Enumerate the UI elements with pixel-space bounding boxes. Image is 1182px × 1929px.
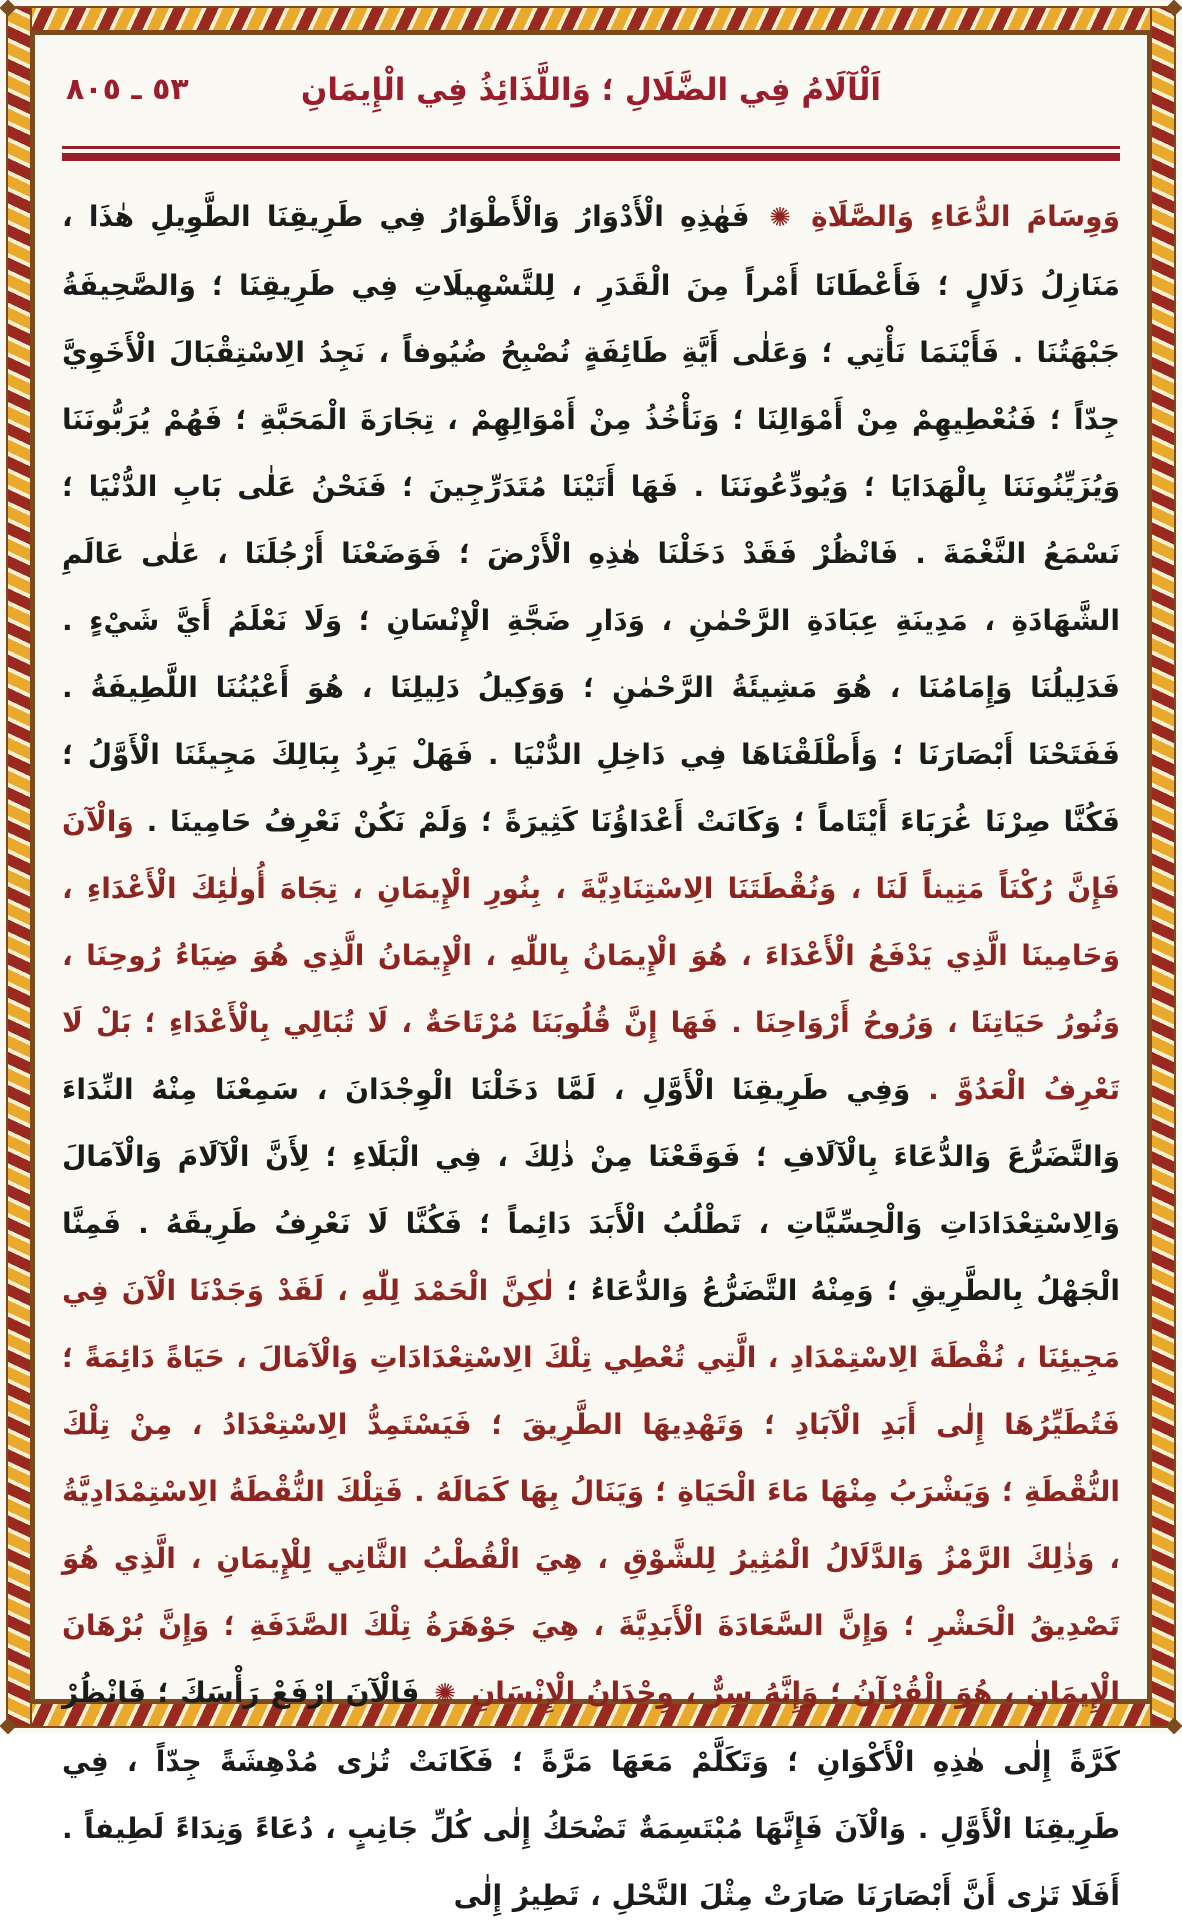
- page-header: [62, 58, 1120, 136]
- frame-border-right: [1150, 6, 1176, 1728]
- header-divider-thick-line: [62, 153, 1120, 161]
- text-segment-black: فَالْآنَ ارْفَعْ رَأْسَكَ ؛ فَانْظُرْ كَرَّةً إِلٰى هٰذِهِ الْأَكْوَانِ ؛ وَتَكَلَّمْ مَعَهَا مَرَّةً ؛ فَكَانَتْ تُرٰى مُدْهِشَةً جِدّاً ، فِي طَرِيقِنَا الْأَوَّلِ . وَالْآنَ فَإِنَّهَا مُبْتَسِمَةٌ تَضْحَكُ إِلٰى كُلِّ جَانِبٍ ، دُعَاءً وَنِدَاءً لَطِيفاً . أَفَلَا تَرٰى أَنَّ أَبْصَارَنَا صَارَتْ مِثْلَ النَّحْلِ ، تَطِيرُ إِلٰى: [62, 1676, 1120, 1912]
- page-content: [62, 58, 1121, 1912]
- header-divider-thin-line: [62, 146, 1120, 149]
- frame-border-top: [6, 6, 1176, 32]
- body-paragraph: [62, 183, 1120, 1929]
- header-divider: [62, 146, 1120, 161]
- text-segment-red: وَالْآنَ فَإِنَّ رُكْنَاً مَتِيناً لَنَا ، وَنُقْطَتَنَا الِاسْتِنَادِيَّةَ ، بِنُورِ الْإِيمَانِ ، تِجَاهَ أُولٰئِكَ الْأَعْدَاءِ ، وَحَامِينَا الَّذِي يَدْفَعُ الْأَعْدَاءَ ، هُوَ الْإِيمَانُ بِاللّٰهِ ، الْإِيمَانُ الَّذِي هُوَ ضِيَاءُ رُوحِنَا ، وَنُورُ حَيَاتِنَا ، وَرُوحُ أَرْوَاحِنَا . فَهَا إِنَّ قُلُوبَنَا مُرْتَاحَةٌ ، لَا تُبَالِي بِالْأَعْدَاءِ ؛ بَلْ لَا تَعْرِفُ الْعَدُوَّ .: [62, 805, 1121, 1106]
- text-segment-red: لٰكِنَّ الْحَمْدَ لِلّٰهِ ، لَقَدْ وَجَدْنَا الْآنَ فِي مَجِيئِنَا ، نُقْطَةَ الِاسْتِمْدَادِ ، الَّتِي تُعْطِي تِلْكَ الِاسْتِعْدَادَاتِ وَالْآمَالَ ، حَيَاةً دَائِمَةً ؛ فَتُطَيِّرُهَا إِلٰى أَبَدِ الْآبَادِ ؛ وَتَهْدِيهَا الطَّرِيقَ ؛ فَيَسْتَمِدُّ الِاسْتِعْدَادُ ، مِنْ تِلْكَ النُّقْطَةِ ؛ وَيَشْرَبُ مِنْهَا مَاءَ الْحَيَاةِ ؛ وَيَنَالُ بِهَا كَمَالَهُ . فَتِلْكَ النُّقْطَةُ الِاسْتِمْدَادِيَّةُ ، وَذٰلِكَ الرَّمْزُ وَالدَّلَالُ الْمُثِيرُ لِلشَّوْقِ ، هِيَ الْقُطْبُ الثَّانِي لِلْإِيمَانِ ، الَّذِي هُوَ تَصْدِيقُ الْحَشْرِ ؛ وَإِنَّ السَّعَادَةَ الْأَبَدِيَّةَ ، هِيَ جَوْهَرَةُ تِلْكَ الصَّدَفَةِ ؛ وَإِنَّ بُرْهَانَ الْإِيمَانِ ، هُوَ الْقُرْآنُ ؛ وَإِنَّهُ سِرٌّ ، وِجْدَانُ الْإِنْسَانِ: [62, 1274, 1121, 1709]
- rosette-icon: ✺: [423, 1679, 456, 1709]
- page-number: ٥٣ ـ ٨٠٥: [66, 72, 189, 107]
- text-segment-black: فَهٰذِهِ الْأَدْوَارُ وَالْأَطْوَارُ فِي طَرِيقِنَا الطَّوِيلِ هٰذَا ، مَنَازِلُ دَلَالٍ ؛ فَأَعْطَانَا أَمْراً مِنَ الْقَدَرِ ، لِلتَّسْهِيلَاتِ فِي طَرِيقِنَا ؛ وَالصَّحِيفَةُ جَبْهَتُنَا . فَأَيْنَمَا نَأْتِي ؛ وَعَلٰى أَيَّةِ طَائِفَةٍ نُصْبِحُ ضُيُوفاً ، نَجِدُ الِاسْتِقْبَالَ الْأَخَوِيَّ جِدّاً ؛ فَنُعْطِيهِمْ مِنْ أَمْوَالِنَا ؛ وَنَأْخُذُ مِنْ أَمْوَالِهِمْ ، تِجَارَةَ الْمَحَبَّةِ ؛ فَهُمْ يُرَبُّونَنَا وَيُزَيِّنُونَنَا بِالْهَدَايَا ؛ وَيُودِّعُونَنَا . فَهَا أَتَيْنَا مُتَدَرِّجِينَ ؛ فَنَحْنُ عَلٰى بَابِ الدُّنْيَا ؛ نَسْمَعُ النَّغْمَةَ . فَانْظُرْ فَقَدْ دَخَلْنَا هٰذِهِ الْأَرْضَ ؛ فَوَضَعْنَا أَرْجُلَنَا ، عَلٰى عَالَمِ الشَّهَادَةِ ، مَدِينَةِ عِبَادَةِ الرَّحْمٰنِ ، وَدَارِ ضَجَّةِ الْإِنْسَانِ ؛ وَلَا نَعْلَمُ أَيَّ شَيْءٍ . فَدَلِيلُنَا وَإِمَامُنَا ، هُوَ مَشِيئَةُ الرَّحْمٰنِ ؛ وَوَكِيلُ دَلِيلِنَا ، هُوَ أَعْيُنُنَا اللَّطِيفَةُ . فَفَتَحْنَا أَبْصَارَنَا ؛ وَأَطْلَقْنَاهَا فِي دَاخِلِ الدُّنْيَا . فَهَلْ يَرِدُ بِبَالِكَ مَجِيئَنَا الْأَوَّلُ ؛ فَكُنَّا صِرْنَا غُرَبَاءَ أَيْتَاماً ؛ وَكَانَتْ أَعْدَاؤُنَا كَثِيرَةً ؛ وَلَمْ نَكُنْ نَعْرِفُ حَامِينَا .: [62, 200, 1120, 838]
- page-title: اَلْآلَامُ فِي الضَّلَالِ ؛ وَاللَّذَائِذُ فِي الْإِيمَانِ: [300, 72, 882, 108]
- text-segment-black: وَفِي طَرِيقِنَا الْأَوَّلِ ، لَمَّا دَخَلْنَا الْوِجْدَانَ ، سَمِعْنَا مِنْهُ النِّدَاءَ وَالتَّضَرُّعَ وَالدُّعَاءَ بِالْآلَافِ ؛ فَوَقَعْنَا مِنْ ذٰلِكَ ، فِي الْبَلَاءِ ؛ لِأَنَّ الْآلَامَ وَالْآمَالَ وَالِاسْتِعْدَادَاتِ وَالْحِسِّيَّاتِ ، تَطْلُبُ الْأَبَدَ دَائِماً ؛ فَكُنَّا لَا نَعْرِفُ طَرِيقَهُ . فَمِنَّا الْجَهْلُ بِالطَّرِيقِ ؛ وَمِنْهُ التَّضَرُّعُ وَالدُّعَاءُ ؛: [62, 1073, 1120, 1307]
- rosette-icon: ✺: [753, 203, 791, 233]
- frame-border-left: [6, 6, 32, 1728]
- text-segment-red: وَوِسَامَ الدُّعَاءِ وَالصَّلَاةِ: [794, 200, 1120, 233]
